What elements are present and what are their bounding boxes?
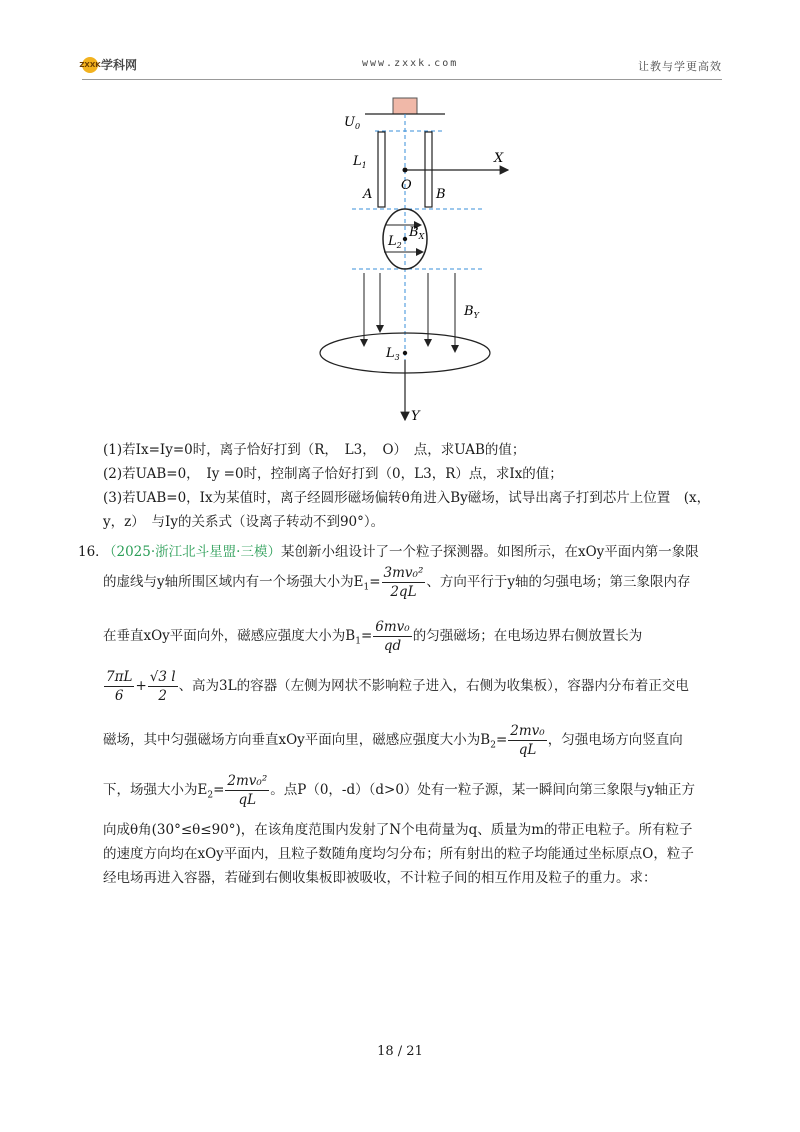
formula-length-b: $\frac{√3 l}{2}$ (149, 669, 176, 704)
question-16-line1: （2025·浙江北斗星盟·三模）某创新小组设计了一个粒子探测器。如图所示，在xOy平面内第一象限 (103, 544, 699, 560)
site-url[interactable]: www.zxxk.com (362, 58, 459, 69)
question-16-line6: 下，场强大小为$E_2=$ $\frac{\text{2mv₀²}}{qL}$ 。点P（0，-d）（d>0）处有一粒子源，某一瞬间向第三象限与y轴正方 (103, 773, 696, 808)
question-16-line9: 经电场再进入容器，若碰到右侧收集板即被吸收，不计粒子间的相互作用及粒子的重力。求： (103, 870, 657, 886)
formula-e2: $\frac{\text{2mv₀²}}{qL}$ (227, 773, 268, 808)
formula-e1: $\frac{\text{3mv₀²}}{2qL}$ (383, 565, 424, 600)
slogan: 让教与学更高效 (638, 60, 722, 73)
l2-center (403, 237, 407, 241)
question-16-line4: $\frac{7\pi L}{6}$ + $\frac{√3 l}{2}$ 、高为3L的容器（左侧为网状不影响粒子进入，右侧为收集板），容器内分布着正交电 (106, 669, 689, 704)
formula-b1: $\frac{\text{6mv₀}}{qd}$ (375, 619, 410, 654)
subquestion-3-line1: (3)若UAB=0，Ix为某值时，离子经圆形磁场偏转θ角进入By磁场，试导出离子打到芯片上位置 (x， (103, 490, 711, 506)
formula-length-a: $\frac{7\pi L}{6}$ (106, 669, 133, 704)
origin-point (403, 168, 408, 173)
label-b: B (436, 187, 446, 202)
logo-icon: ZXXK (82, 57, 98, 73)
question-16-line3: 在垂直xOy平面向外，磁感应强度大小为$B_1=$ $\frac{\text{6mv₀}}{qd}$ 的匀强磁场；在电场边界右侧放置长为 (103, 619, 643, 654)
angle-range: (30°≤θ≤90°) (151, 822, 241, 838)
label-o: O (401, 178, 412, 193)
header-divider (82, 79, 722, 80)
question-number: 16． (78, 544, 109, 560)
logo-text: 学科网 (101, 58, 138, 72)
plate-a (378, 132, 385, 207)
subquestion-1: (1)若Ix=Iy=0时，离子恰好打到（R， L3， O） 点，求UAB的值； (103, 442, 526, 458)
label-x: X (494, 151, 504, 166)
label-l3: $L_3$ (386, 346, 400, 362)
ion-source (393, 98, 417, 114)
question-16-line5: 磁场，其中匀强磁场方向垂直xOy平面向里，磁感应强度大小为$B_2=$ $\frac{\text{2mv₀}}{qL}$ ，匀强电场方向竖直向 (103, 723, 683, 758)
formula-b2: $\frac{\text{2mv₀}}{qL}$ (510, 723, 545, 758)
question-16-line2: 的虚线与y轴所围区域内有一个场强大小为$E_1=$ $\frac{\text{3mv₀²}}{2qL}$ 、方向平行于y轴的匀强电场；第三象限内存 (103, 565, 691, 600)
site-logo[interactable] (79, 56, 138, 73)
page-number: 18 / 21 (377, 1044, 423, 1059)
physics-diagram (300, 90, 520, 435)
question-source[interactable]: （2025·浙江北斗星盟·三模） (103, 544, 281, 560)
label-u0: $U_0$ (344, 115, 361, 131)
label-bx: $B_X$ (409, 225, 425, 241)
label-l2: $L_2$ (388, 234, 402, 250)
question-16-line7: 向成θ角(30°≤θ≤90°)，在该角度范围内发射了N个电荷量为q、质量为m的带正电粒子。所有粒子 (103, 822, 693, 838)
subquestion-3-line2: y，z） 与Iy的关系式（设离子转动不到90°）。 (103, 514, 385, 530)
label-a: A (363, 187, 373, 202)
question-16-line8: 的速度方向均在xOy平面内，且粒子数随角度均匀分布；所有射出的粒子均能通过坐标原点O，粒子 (103, 846, 694, 862)
l3-center (403, 351, 407, 355)
label-l1: $L_1$ (353, 154, 367, 170)
subquestion-2: (2)若UAB=0， Iy =0时，控制离子恰好打到（0，L3，R）点，求Ix的值； (103, 466, 563, 482)
label-y: Y (411, 409, 420, 424)
label-by: $B_Y$ (464, 304, 479, 320)
page-header (79, 56, 722, 80)
